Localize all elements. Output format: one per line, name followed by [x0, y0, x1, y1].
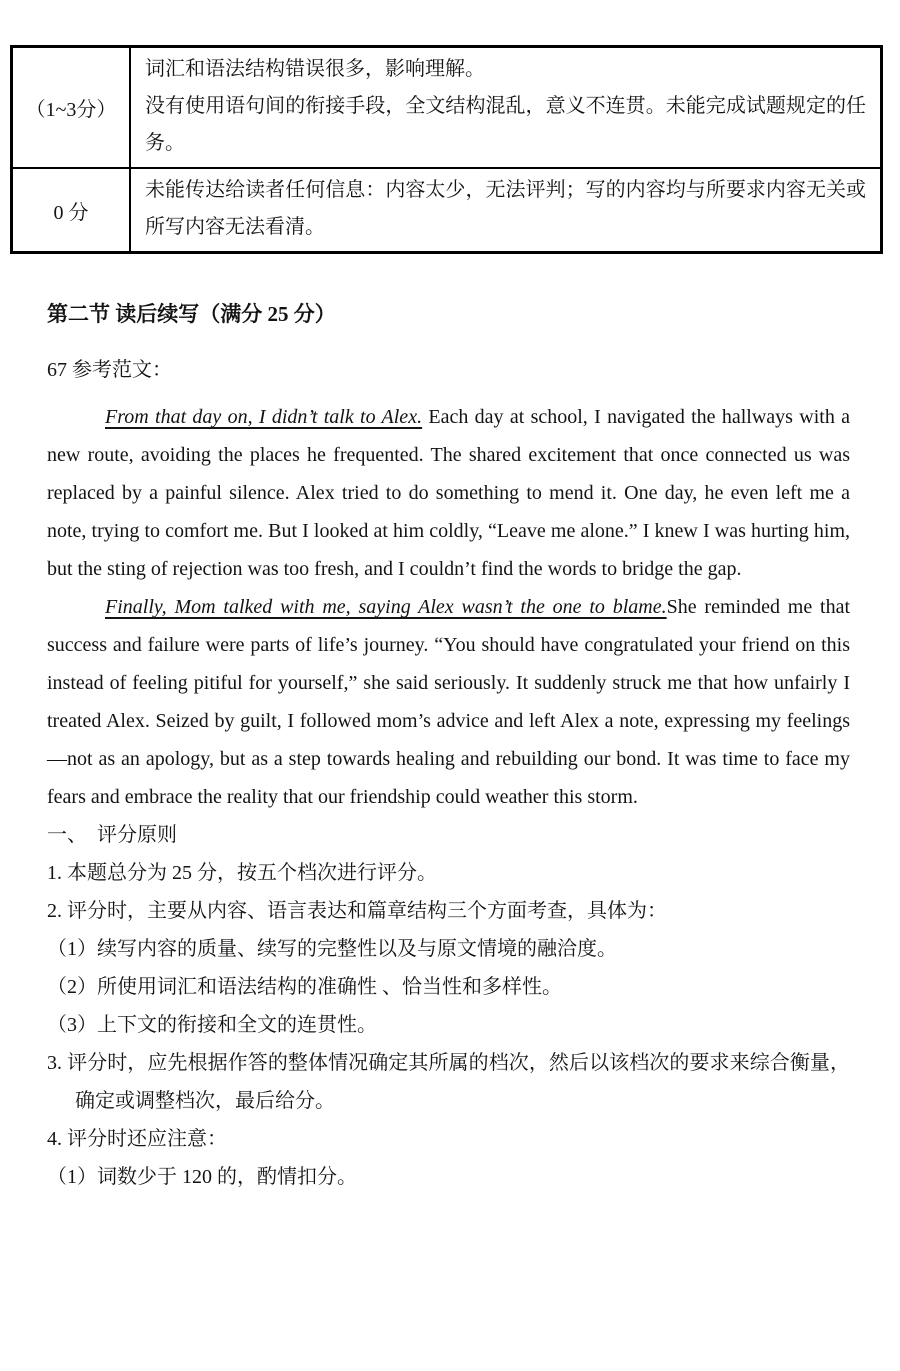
- essay-paragraph-1: [47, 398, 850, 588]
- scoring-rubric-table: [10, 45, 883, 254]
- score-band-description: [130, 168, 882, 253]
- essay-body-text-1: Each day at school, I navigated the hallways with a new route, avoiding the places he frequented. The shared excitement that once connected us was replaced by a painful silence. Alex tried to do something to mend it. One day, he even left me a note, trying to comfort me. But I looked at him coldly, “Leave me alone.” I knew I was hurting him, but the sting of rejection was too fresh, and I couldn’t find the words to bridge the gap.: [47, 406, 850, 580]
- section-heading: 第二节 读后续写（满分 25 分）: [47, 302, 336, 326]
- score-band-description: [130, 47, 882, 169]
- principle-item-4-sub-1: （1）词数少于 120 的，酌情扣分。: [47, 1166, 357, 1188]
- principle-item-2-sub-2: （2）所使用词汇和语法结构的准确性 、恰当性和多样性。: [47, 976, 562, 998]
- score-band-label: 0 分: [12, 168, 131, 253]
- essay-body-text-2: She reminded me that success and failure were parts of life’s journey. “You should have congratulated your friend on this instead of feeling pitiful for yourself,” she said seriously. It suddenly struck me that how unfairly I treated Alex. Seized by guilt, I followed mom’s advice and left Alex a note, expressing my feelings—not as an apology, but as a step towards healing and rebuilding our bond. It was time to face my fears and embrace the reality that our friendship could weather this storm.: [47, 596, 851, 808]
- table-row: [12, 168, 882, 253]
- description-line: 词汇和语法结构错误很多，影响理解。: [145, 58, 485, 80]
- table-row: [12, 47, 882, 169]
- document-body: [47, 300, 850, 1196]
- principle-item-1: 1. 本题总分为 25 分，按五个档次进行评分。: [47, 862, 437, 884]
- principle-item-2: 2. 评分时，主要从内容、语言表达和篇章结构三个方面考查，具体为：: [47, 900, 667, 922]
- essay-lead-sentence-2: Finally, Mom talked with me, saying Alex wasn’t the one to blame.: [105, 596, 667, 618]
- principle-item-3: 3. 评分时，应先根据作答的整体情况确定其所属的档次，然后以该档次的要求来综合衡量，确定或调整档次，最后给分。: [47, 1052, 850, 1112]
- essay-paragraph-2: [47, 588, 850, 816]
- description-line: 没有使用语句间的衔接手段，全文结构混乱，意义不连贯。未能完成试题规定的任务。: [145, 95, 866, 154]
- principle-item-4: 4. 评分时还应注意：: [47, 1128, 227, 1150]
- principle-item-2-sub-3: （3）上下文的衔接和全文的连贯性。: [47, 1014, 377, 1036]
- description-line: 未能传达给读者任何信息：内容太少，无法评判；写的内容均与所要求内容无关或所写内容无法看清。: [145, 179, 866, 238]
- document-page: [0, 45, 900, 1196]
- essay-lead-sentence-1: From that day on, I didn’t talk to Alex.: [105, 406, 423, 428]
- principle-item-2-sub-1: （1）续写内容的质量、续写的完整性以及与原文情境的融洽度。: [47, 938, 617, 960]
- score-band-label: （1~3分）: [12, 47, 131, 169]
- sample-essay-label: 67 参考范文：: [47, 359, 172, 381]
- principles-heading: 一、 评分原则: [47, 824, 177, 846]
